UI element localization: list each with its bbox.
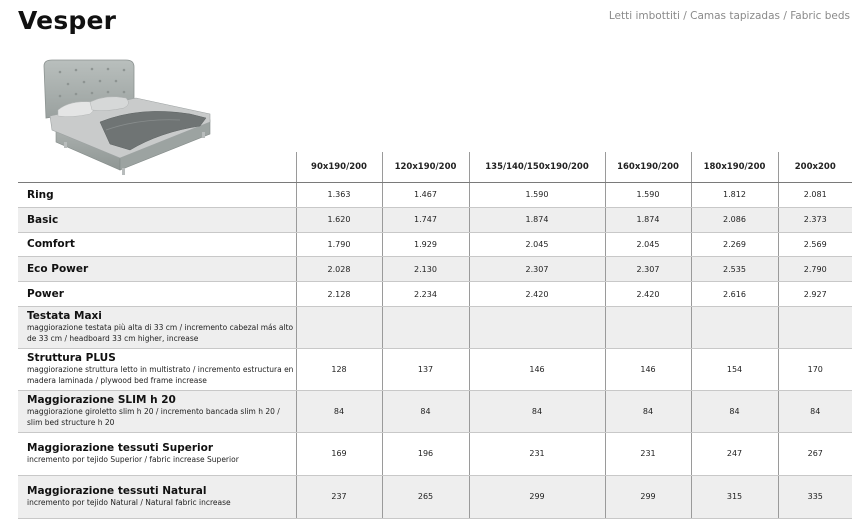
price-cell: 1.790 bbox=[296, 232, 382, 257]
price-cell: 1.620 bbox=[296, 207, 382, 232]
price-cell: 84 bbox=[296, 390, 382, 432]
price-cell: 299 bbox=[605, 475, 691, 518]
price-cell: 2.307 bbox=[469, 257, 605, 282]
price-cell: 1.874 bbox=[605, 207, 691, 232]
row-label bbox=[18, 432, 296, 475]
price-cell: 2.081 bbox=[778, 183, 852, 208]
price-cell: 299 bbox=[469, 475, 605, 518]
price-cell: 2.045 bbox=[469, 232, 605, 257]
price-table bbox=[18, 152, 852, 519]
column-header: 200x200 bbox=[778, 152, 852, 183]
table-row bbox=[18, 282, 852, 307]
price-cell: 2.373 bbox=[778, 207, 852, 232]
price-cell: 84 bbox=[778, 390, 852, 432]
price-cell: 2.045 bbox=[605, 232, 691, 257]
price-cell: 84 bbox=[382, 390, 469, 432]
price-cell bbox=[691, 306, 778, 348]
price-cell: 1.590 bbox=[605, 183, 691, 208]
price-cell: 237 bbox=[296, 475, 382, 518]
row-label-sub: incremento por tejido Superior / fabric increase Superior bbox=[27, 455, 239, 465]
table-row bbox=[18, 348, 852, 390]
row-label-sub: incremento por tejido Natural / Natural fabric increase bbox=[27, 498, 231, 508]
row-label-main: Struttura PLUS bbox=[27, 351, 116, 364]
table-header-row bbox=[18, 152, 852, 183]
row-label: Power bbox=[18, 282, 296, 307]
price-cell: 2.086 bbox=[691, 207, 778, 232]
price-cell: 146 bbox=[469, 348, 605, 390]
table-row bbox=[18, 207, 852, 232]
price-cell: 2.307 bbox=[605, 257, 691, 282]
row-label: Basic bbox=[18, 207, 296, 232]
price-cell: 2.130 bbox=[382, 257, 469, 282]
table-row bbox=[18, 432, 852, 475]
price-cell: 2.535 bbox=[691, 257, 778, 282]
price-cell: 2.927 bbox=[778, 282, 852, 307]
price-cell: 1.363 bbox=[296, 183, 382, 208]
table-row bbox=[18, 390, 852, 432]
price-cell: 170 bbox=[778, 348, 852, 390]
price-cell: 84 bbox=[605, 390, 691, 432]
row-label-sub: maggiorazione giroletto slim h 20 / incremento bancada slim h 20 / slim bed structure h 20 bbox=[27, 406, 280, 428]
price-cell: 2.569 bbox=[778, 232, 852, 257]
column-header: 180x190/200 bbox=[691, 152, 778, 183]
row-label-sub: maggiorazione testata più alta di 33 cm / incremento cabezal más alto de 33 cm / headboard 33 cm higher, increase bbox=[27, 322, 294, 344]
price-cell: 315 bbox=[691, 475, 778, 518]
row-label bbox=[18, 306, 296, 348]
column-header: 120x190/200 bbox=[382, 152, 469, 183]
price-cell: 169 bbox=[296, 432, 382, 475]
price-cell: 1.747 bbox=[382, 207, 469, 232]
column-header: 135/140/150x190/200 bbox=[469, 152, 605, 183]
table-row bbox=[18, 257, 852, 282]
price-cell: 154 bbox=[691, 348, 778, 390]
price-cell: 1.812 bbox=[691, 183, 778, 208]
price-cell: 146 bbox=[605, 348, 691, 390]
price-cell: 2.616 bbox=[691, 282, 778, 307]
price-cell: 267 bbox=[778, 432, 852, 475]
price-cell: 247 bbox=[691, 432, 778, 475]
price-cell bbox=[605, 306, 691, 348]
price-cell: 2.028 bbox=[296, 257, 382, 282]
price-cell: 1.874 bbox=[469, 207, 605, 232]
price-cell bbox=[296, 306, 382, 348]
table-row bbox=[18, 306, 852, 348]
row-label-main: Maggiorazione tessuti Superior bbox=[27, 442, 214, 455]
row-label bbox=[18, 390, 296, 432]
price-cell bbox=[778, 306, 852, 348]
price-cell: 265 bbox=[382, 475, 469, 518]
page-title: Vesper bbox=[18, 6, 117, 35]
price-cell: 231 bbox=[469, 432, 605, 475]
header-corner bbox=[18, 152, 296, 183]
row-label: Ring bbox=[18, 183, 296, 208]
price-cell: 1.590 bbox=[469, 183, 605, 208]
price-cell: 128 bbox=[296, 348, 382, 390]
price-cell: 84 bbox=[691, 390, 778, 432]
price-cell: 196 bbox=[382, 432, 469, 475]
price-cell: 2.420 bbox=[605, 282, 691, 307]
table-row bbox=[18, 232, 852, 257]
row-label bbox=[18, 348, 296, 390]
price-cell: 2.269 bbox=[691, 232, 778, 257]
table-row bbox=[18, 475, 852, 518]
column-header: 160x190/200 bbox=[605, 152, 691, 183]
row-label-sub: maggiorazione struttura letto in multistrato / incremento estructura en madera laminada / plywood bed frame increase bbox=[27, 364, 294, 386]
row-label-main: Maggiorazione tessuti Natural bbox=[27, 485, 207, 498]
category-breadcrumb: Letti imbottiti / Camas tapizadas / Fabric beds bbox=[608, 10, 850, 22]
price-cell: 335 bbox=[778, 475, 852, 518]
price-cell: 2.420 bbox=[469, 282, 605, 307]
price-cell: 1.467 bbox=[382, 183, 469, 208]
table-row bbox=[18, 183, 852, 208]
price-cell: 2.128 bbox=[296, 282, 382, 307]
column-header: 90x190/200 bbox=[296, 152, 382, 183]
row-label: Eco Power bbox=[18, 257, 296, 282]
price-cell: 2.234 bbox=[382, 282, 469, 307]
price-cell: 137 bbox=[382, 348, 469, 390]
row-label bbox=[18, 475, 296, 518]
price-cell: 231 bbox=[605, 432, 691, 475]
row-label-main: Testata Maxi bbox=[27, 309, 102, 322]
price-cell bbox=[382, 306, 469, 348]
price-cell: 84 bbox=[469, 390, 605, 432]
row-label-main: Maggiorazione SLIM h 20 bbox=[27, 393, 176, 406]
price-cell: 1.929 bbox=[382, 232, 469, 257]
price-cell: 2.790 bbox=[778, 257, 852, 282]
row-label: Comfort bbox=[18, 232, 296, 257]
price-cell bbox=[469, 306, 605, 348]
